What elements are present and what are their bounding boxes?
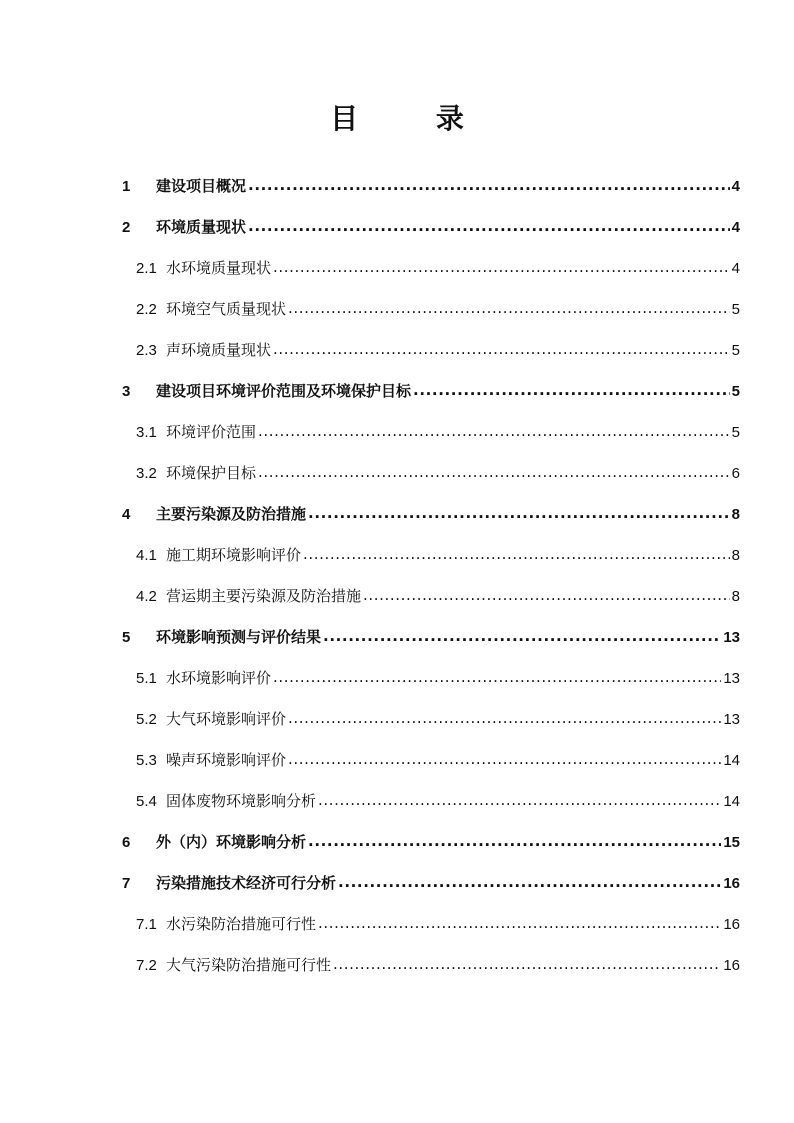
toc-entry-label: 环境评价范围 (166, 423, 257, 441)
toc-entry-page-number: 4 (731, 219, 740, 236)
dot-leader (273, 667, 721, 687)
dot-leader (288, 749, 721, 769)
dot-leader (318, 913, 721, 933)
dot-leader (288, 708, 721, 728)
toc-subsection-entry[interactable] (120, 955, 740, 975)
toc-subsection-entry[interactable] (120, 750, 740, 770)
toc-entry-number: 2 (122, 219, 131, 236)
toc-entry-page-number: 5 (731, 424, 740, 441)
toc-entry-number: 5.3 (136, 752, 157, 769)
toc-section-entry[interactable] (120, 832, 740, 852)
toc-entry-page-number: 5 (731, 342, 740, 359)
toc-entry-page-number: 14 (723, 793, 740, 810)
toc-entry-number: 4 (122, 506, 131, 523)
toc-entry-label: 施工期环境影响评价 (166, 546, 302, 564)
toc-section-entry[interactable] (120, 627, 740, 647)
toc-entry-page-number: 16 (723, 916, 740, 933)
toc-subsection-entry[interactable] (120, 586, 740, 606)
dot-leader (273, 339, 730, 359)
toc-entry-number: 2.2 (136, 301, 157, 318)
dot-leader (318, 790, 721, 810)
toc-entry-number: 3.2 (136, 465, 157, 482)
toc-section-entry[interactable] (120, 504, 740, 524)
toc-list (120, 176, 740, 996)
toc-entry-label: 污染措施技术经济可行分析 (156, 874, 337, 892)
dot-leader (338, 872, 721, 892)
toc-title: 目 录 (330, 102, 498, 135)
toc-entry-page-number: 8 (731, 588, 740, 605)
toc-entry-label: 环境影响预测与评价结果 (156, 628, 322, 646)
toc-subsection-entry[interactable] (120, 258, 740, 278)
toc-entry-number: 3.1 (136, 424, 157, 441)
toc-entry-number: 6 (122, 834, 131, 851)
toc-entry-number: 4.1 (136, 547, 157, 564)
toc-entry-label: 大气污染防治措施可行性 (166, 956, 332, 974)
toc-entry-label: 外（内）环境影响分析 (156, 833, 307, 851)
dot-leader (258, 421, 730, 441)
toc-entry-page-number: 13 (723, 629, 740, 646)
toc-entry-page-number: 8 (731, 547, 740, 564)
dot-leader (413, 380, 730, 400)
toc-entry-label: 环境空气质量现状 (166, 300, 287, 318)
toc-entry-number: 4.2 (136, 588, 157, 605)
toc-subsection-entry[interactable] (120, 914, 740, 934)
dot-leader (323, 626, 721, 646)
dot-leader (273, 257, 730, 277)
toc-subsection-entry[interactable] (120, 668, 740, 688)
dot-leader (303, 544, 730, 564)
toc-section-entry[interactable] (120, 176, 740, 196)
toc-entry-page-number: 15 (723, 834, 740, 851)
dot-leader (308, 831, 721, 851)
toc-entry-label: 大气环境影响评价 (166, 710, 287, 728)
toc-entry-label: 水环境影响评价 (166, 669, 272, 687)
toc-entry-number: 5 (122, 629, 131, 646)
toc-entry-page-number: 4 (731, 178, 740, 195)
toc-subsection-entry[interactable] (120, 463, 740, 483)
toc-entry-number: 2.1 (136, 260, 157, 277)
toc-section-entry[interactable] (120, 381, 740, 401)
toc-entry-label: 建设项目概况 (156, 177, 247, 195)
toc-entry-page-number: 8 (731, 506, 740, 523)
toc-subsection-entry[interactable] (120, 422, 740, 442)
toc-entry-label: 噪声环境影响评价 (166, 751, 287, 769)
toc-entry-page-number: 5 (731, 383, 740, 400)
toc-entry-label: 水污染防治措施可行性 (166, 915, 317, 933)
toc-entry-label: 水环境质量现状 (166, 259, 272, 277)
toc-entry-number: 2.3 (136, 342, 157, 359)
toc-entry-page-number: 16 (723, 957, 740, 974)
toc-entry-number: 7.1 (136, 916, 157, 933)
toc-entry-label: 环境质量现状 (156, 218, 247, 236)
toc-entry-page-number: 4 (731, 260, 740, 277)
dot-leader (258, 462, 730, 482)
toc-subsection-entry[interactable] (120, 709, 740, 729)
dot-leader (288, 298, 730, 318)
toc-entry-number: 5.2 (136, 711, 157, 728)
toc-entry-label: 营运期主要污染源及防治措施 (166, 587, 362, 605)
toc-entry-page-number: 5 (731, 301, 740, 318)
toc-entry-label: 声环境质量现状 (166, 341, 272, 359)
toc-entry-label: 建设项目环境评价范围及环境保护目标 (156, 382, 412, 400)
toc-entry-number: 1 (122, 178, 131, 195)
toc-subsection-entry[interactable] (120, 340, 740, 360)
toc-section-entry[interactable] (120, 873, 740, 893)
toc-subsection-entry[interactable] (120, 545, 740, 565)
toc-entry-number: 3 (122, 383, 131, 400)
toc-entry-page-number: 16 (723, 875, 740, 892)
dot-leader (363, 585, 730, 605)
toc-entry-page-number: 14 (723, 752, 740, 769)
toc-entry-number: 5.1 (136, 670, 157, 687)
toc-entry-label: 环境保护目标 (166, 464, 257, 482)
dot-leader (333, 954, 721, 974)
dot-leader (248, 175, 730, 195)
toc-entry-page-number: 13 (723, 670, 740, 687)
toc-subsection-entry[interactable] (120, 299, 740, 319)
toc-entry-label: 主要污染源及防治措施 (156, 505, 307, 523)
toc-entry-page-number: 6 (731, 465, 740, 482)
toc-subsection-entry[interactable] (120, 791, 740, 811)
toc-entry-number: 7.2 (136, 957, 157, 974)
toc-entry-number: 7 (122, 875, 131, 892)
toc-section-entry[interactable] (120, 217, 740, 237)
dot-leader (248, 216, 730, 236)
dot-leader (308, 503, 730, 523)
toc-entry-page-number: 13 (723, 711, 740, 728)
toc-entry-number: 5.4 (136, 793, 157, 810)
toc-entry-label: 固体废物环境影响分析 (166, 792, 317, 810)
